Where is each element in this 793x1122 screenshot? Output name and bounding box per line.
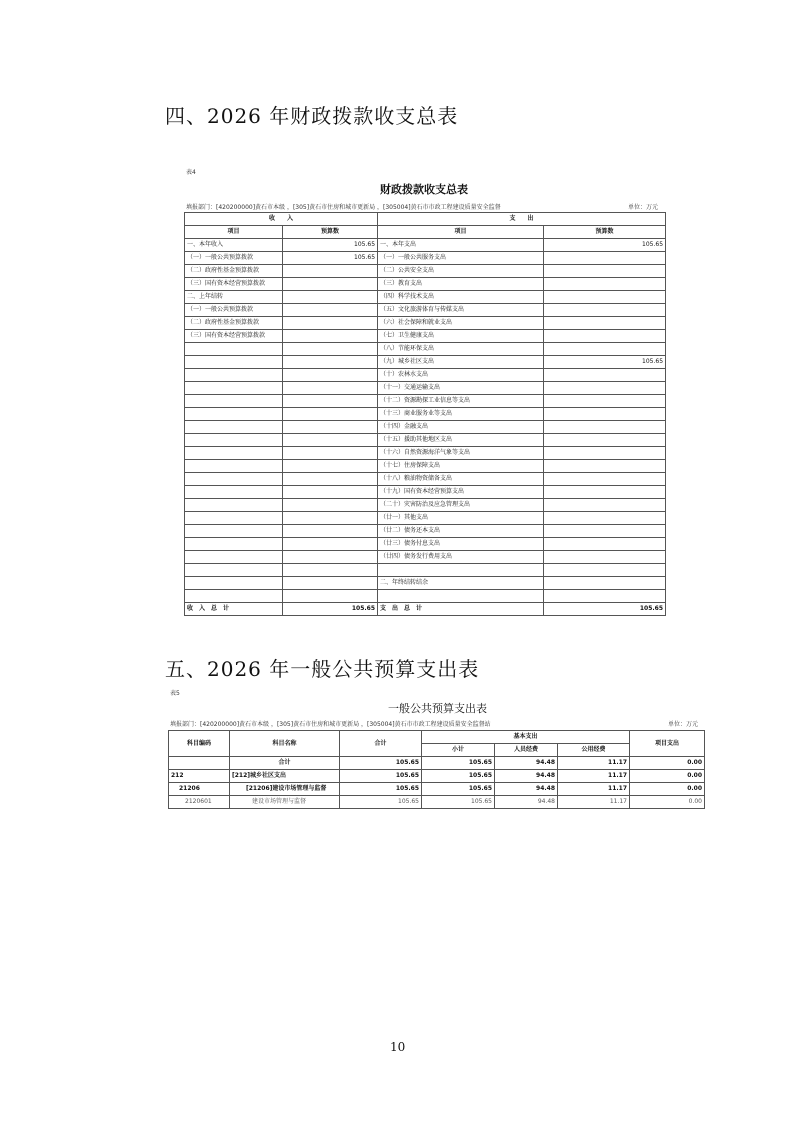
table5-title: 一般公共预算支出表: [388, 702, 487, 715]
item-cell: 一、本年支出: [378, 239, 544, 252]
budget-cell: [283, 577, 378, 590]
budget-cell: [283, 408, 378, 421]
name-cell: [21206]建设市场管理与监督: [230, 783, 340, 796]
item-cell: （廿二）债务还本支出: [378, 525, 544, 538]
name-cell: [212]城乡社区支出: [230, 770, 340, 783]
col-personnel: 人员经费: [495, 744, 558, 757]
item-cell: （八）节能环保支出: [378, 343, 544, 356]
table5-unit: 单位：万元: [668, 721, 699, 728]
item-cell: （一）一般公共服务支出: [378, 252, 544, 265]
personnel-cell: 94.48: [495, 783, 558, 796]
project-cell: 0.00: [630, 757, 705, 770]
income-total: 105.65: [283, 603, 378, 616]
project-cell: 0.00: [630, 783, 705, 796]
table4-dept: 填报部门：[420200000]黄石市本级 ，[305]黄石市住房和城市更新局 ，[305004]黄石市市政工程建设质量安全监督: [186, 204, 501, 211]
budget-cell: [283, 304, 378, 317]
expense-header: 支 出: [378, 213, 666, 226]
budget-cell: [544, 590, 666, 603]
budget-cell: [283, 512, 378, 525]
page-number: 10: [390, 1040, 406, 1054]
item-cell: 二、年终结转结余: [378, 577, 544, 590]
budget-cell: [283, 291, 378, 304]
item-cell: [185, 369, 283, 382]
project-cell: 0.00: [630, 770, 705, 783]
item-cell: （十三）商业服务业等支出: [378, 408, 544, 421]
col-budget: 预算数: [283, 226, 378, 239]
item-cell: （一）一般公共预算拨款: [185, 304, 283, 317]
item-cell: （十九）国有资本经营预算支出: [378, 486, 544, 499]
budget-cell: [544, 330, 666, 343]
budget-cell: [544, 473, 666, 486]
budget-cell: [283, 395, 378, 408]
table5-number: 表5: [170, 690, 180, 697]
table-row: [185, 278, 666, 291]
income-header: 收 入: [185, 213, 378, 226]
table-row: [185, 551, 666, 564]
fiscal-summary-table: [184, 212, 666, 616]
item-cell: [185, 460, 283, 473]
budget-cell: [283, 564, 378, 577]
budget-cell: [283, 421, 378, 434]
budget-cell: [283, 265, 378, 278]
budget-cell: [544, 499, 666, 512]
item-cell: [185, 473, 283, 486]
item-cell: （五）文化旅游体育与传媒支出: [378, 304, 544, 317]
table-row: [185, 317, 666, 330]
item-cell: （七）卫生健康支出: [378, 330, 544, 343]
col-project: 项目支出: [630, 731, 705, 757]
budget-cell: [544, 382, 666, 395]
item-cell: [185, 356, 283, 369]
item-cell: （十八）粮油物资储备支出: [378, 473, 544, 486]
budget-cell: [283, 369, 378, 382]
item-cell: [185, 382, 283, 395]
budget-cell: [283, 460, 378, 473]
item-cell: （二）公共安全支出: [378, 265, 544, 278]
item-cell: （十）农林水支出: [378, 369, 544, 382]
budget-cell: [544, 278, 666, 291]
table-row: [169, 783, 705, 796]
table-row: [185, 577, 666, 590]
table-row: [185, 252, 666, 265]
item-cell: [185, 408, 283, 421]
budget-cell: [544, 252, 666, 265]
budget-cell: [283, 473, 378, 486]
table-row: [185, 356, 666, 369]
budget-cell: [544, 369, 666, 382]
item-cell: （二）政府性基金预算拨款: [185, 265, 283, 278]
item-cell: （四）科学技术支出: [378, 291, 544, 304]
item-cell: （三）国有资本经营预算拨款: [185, 278, 283, 291]
budget-cell: 105.65: [544, 356, 666, 369]
budget-cell: [283, 278, 378, 291]
table-row: [185, 330, 666, 343]
table5-dept: 填报部门：[420200000]黄石市本级 ，[305]黄石市住房和城市更新局 ，[305004]黄石市市政工程建设质量安全监督站: [170, 721, 491, 728]
total-cell: 105.65: [340, 783, 422, 796]
budget-cell: [544, 304, 666, 317]
table-row: [185, 291, 666, 304]
budget-cell: [544, 512, 666, 525]
item-cell: （十六）自然资源海洋气象等支出: [378, 447, 544, 460]
budget-cell: [283, 330, 378, 343]
budget-cell: [283, 382, 378, 395]
budget-cell: 105.65: [283, 239, 378, 252]
item-cell: （廿四）债务发行费用支出: [378, 551, 544, 564]
table-row: [185, 525, 666, 538]
budget-cell: [283, 538, 378, 551]
table-row: [185, 304, 666, 317]
col-item: 项目: [185, 226, 283, 239]
subtotal-cell: 105.65: [422, 796, 495, 809]
total-cell: 105.65: [340, 796, 422, 809]
public-cell: 11.17: [558, 770, 630, 783]
code-cell: [169, 757, 230, 770]
item-cell: （十七）住房保障支出: [378, 460, 544, 473]
table4-title: 财政拨款收支总表: [380, 183, 468, 196]
budget-cell: [544, 291, 666, 304]
personnel-cell: 94.48: [495, 757, 558, 770]
table-row: [185, 512, 666, 525]
table-row: [185, 343, 666, 356]
item-cell: [185, 551, 283, 564]
table4-number: 表4: [186, 169, 196, 176]
item-cell: （十五）援助其他地区支出: [378, 434, 544, 447]
personnel-cell: 94.48: [495, 796, 558, 809]
item-cell: [185, 447, 283, 460]
table-row: [185, 434, 666, 447]
total-cell: 105.65: [340, 770, 422, 783]
item-cell: [185, 421, 283, 434]
item-cell: （一）一般公共预算拨款: [185, 252, 283, 265]
item-cell: [185, 525, 283, 538]
item-cell: （廿三）债务付息支出: [378, 538, 544, 551]
budget-cell: [283, 434, 378, 447]
table-row: [185, 460, 666, 473]
item-cell: 二、上年结转: [185, 291, 283, 304]
general-budget-expense-table: [168, 730, 705, 809]
budget-cell: [544, 421, 666, 434]
income-total-label: 收 入 总 计: [185, 603, 283, 616]
item-cell: [185, 577, 283, 590]
budget-cell: [544, 343, 666, 356]
col-budget: 预算数: [544, 226, 666, 239]
table-row: [185, 473, 666, 486]
public-cell: 11.17: [558, 757, 630, 770]
budget-cell: [544, 525, 666, 538]
code-cell: 2120601: [169, 796, 230, 809]
table-row: [169, 796, 705, 809]
budget-cell: [283, 343, 378, 356]
item-cell: （十四）金融支出: [378, 421, 544, 434]
table-row: [169, 770, 705, 783]
col-basic: 基本支出: [422, 731, 630, 744]
item-cell: [378, 564, 544, 577]
public-cell: 11.17: [558, 783, 630, 796]
item-cell: [185, 590, 283, 603]
item-cell: [378, 590, 544, 603]
budget-cell: [544, 395, 666, 408]
table-row: [185, 499, 666, 512]
code-cell: 212: [169, 770, 230, 783]
item-cell: （廿一）其他支出: [378, 512, 544, 525]
budget-cell: [544, 486, 666, 499]
table-row: [185, 239, 666, 252]
col-total: 合计: [340, 731, 422, 757]
budget-cell: [544, 460, 666, 473]
item-cell: [185, 564, 283, 577]
budget-cell: [283, 317, 378, 330]
col-name: 科目名称: [230, 731, 340, 757]
budget-cell: [544, 317, 666, 330]
name-cell: 建设市场管理与监督: [230, 796, 340, 809]
budget-cell: [283, 447, 378, 460]
budget-cell: [544, 265, 666, 278]
expense-total: 105.65: [544, 603, 666, 616]
item-cell: （十二）资源勘探工业信息等支出: [378, 395, 544, 408]
personnel-cell: 94.48: [495, 770, 558, 783]
code-cell: 21206: [169, 783, 230, 796]
budget-cell: [544, 447, 666, 460]
col-subtotal: 小计: [422, 744, 495, 757]
table-row: [185, 265, 666, 278]
table-row: [185, 564, 666, 577]
budget-cell: [544, 434, 666, 447]
subtotal-cell: 105.65: [422, 770, 495, 783]
budget-cell: [283, 499, 378, 512]
item-cell: [185, 343, 283, 356]
col-item: 项目: [378, 226, 544, 239]
item-cell: 一、本年收入: [185, 239, 283, 252]
budget-cell: [544, 538, 666, 551]
total-cell: 105.65: [340, 757, 422, 770]
table-row: [185, 369, 666, 382]
item-cell: [185, 538, 283, 551]
budget-cell: 105.65: [544, 239, 666, 252]
item-cell: （十一）交通运输支出: [378, 382, 544, 395]
item-cell: [185, 434, 283, 447]
public-cell: 11.17: [558, 796, 630, 809]
subtotal-cell: 105.65: [422, 757, 495, 770]
table4-unit: 单位：万元: [628, 204, 659, 211]
budget-cell: [283, 525, 378, 538]
table-row: [185, 590, 666, 603]
budget-cell: [283, 486, 378, 499]
expense-total-label: 支 出 总 计: [378, 603, 544, 616]
table-row: [185, 447, 666, 460]
table-row: [185, 486, 666, 499]
section4-heading: 四、2026 年财政拨款收支总表: [165, 104, 459, 128]
item-cell: [185, 395, 283, 408]
table-row: [185, 421, 666, 434]
budget-cell: [283, 551, 378, 564]
budget-cell: [544, 408, 666, 421]
item-cell: （二十）灾害防治及应急管理支出: [378, 499, 544, 512]
project-cell: 0.00: [630, 796, 705, 809]
budget-cell: [544, 551, 666, 564]
budget-cell: [544, 564, 666, 577]
item-cell: [185, 499, 283, 512]
item-cell: （六）社会保障和就业支出: [378, 317, 544, 330]
budget-cell: [283, 356, 378, 369]
item-cell: （三）国有资本经营预算拨款: [185, 330, 283, 343]
subtotal-cell: 105.65: [422, 783, 495, 796]
item-cell: [185, 486, 283, 499]
table-row: [185, 408, 666, 421]
col-public: 公用经费: [558, 744, 630, 757]
item-cell: （二）政府性基金预算拨款: [185, 317, 283, 330]
col-code: 科目编码: [169, 731, 230, 757]
table-row: [185, 538, 666, 551]
table-row: [185, 382, 666, 395]
item-cell: [185, 512, 283, 525]
budget-cell: [283, 590, 378, 603]
name-cell: 合计: [230, 757, 340, 770]
section5-heading: 五、2026 年一般公共预算支出表: [165, 657, 480, 681]
budget-cell: [544, 577, 666, 590]
table-row: [169, 757, 705, 770]
budget-cell: 105.65: [283, 252, 378, 265]
item-cell: （九）城乡社区支出: [378, 356, 544, 369]
item-cell: （三）教育支出: [378, 278, 544, 291]
table-row: [185, 395, 666, 408]
